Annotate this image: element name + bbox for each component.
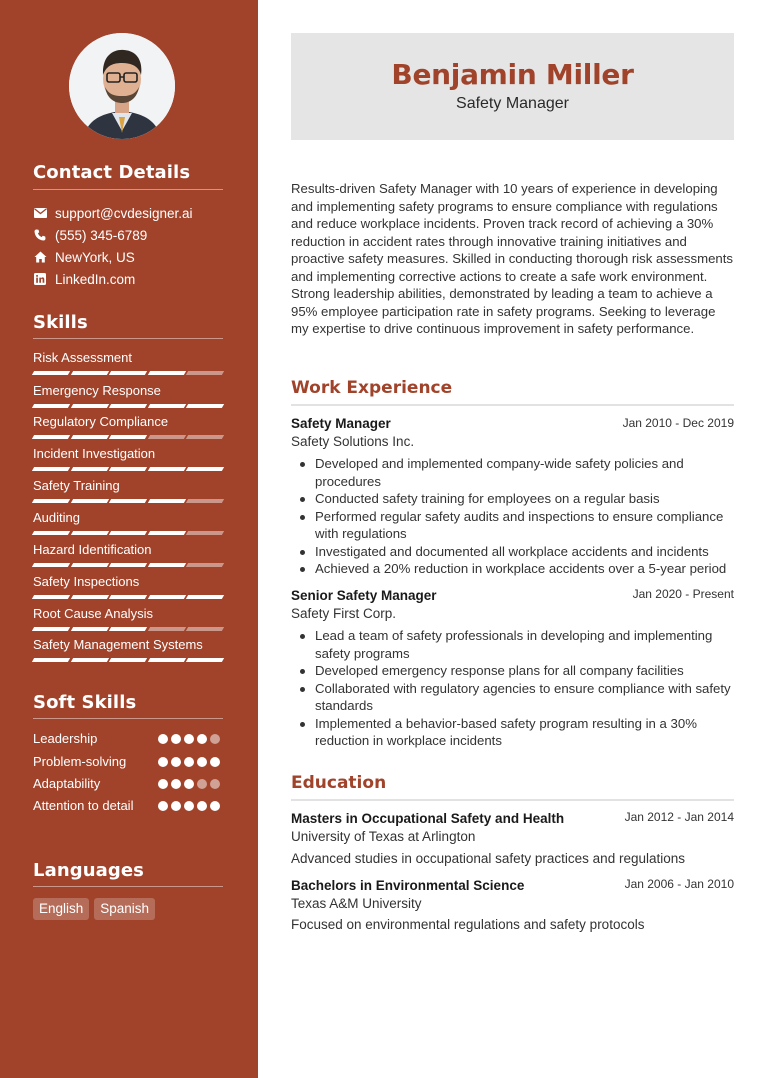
skill-label: Emergency Response [33,383,161,398]
skill-level-segment [109,499,147,503]
skill-level-bar [33,435,223,439]
rating-dot [197,734,207,744]
job-bullet: Collaborated with regulatory agencies to ensure compliance with safety standards [291,680,735,715]
skill-level-segment [32,563,70,567]
skill-level-bar [33,371,223,375]
contact-location [33,248,135,266]
skill-level-segment [32,371,70,375]
rating-dot [184,801,194,811]
skill-item [33,637,223,662]
rating-dot [197,801,207,811]
soft-skill-rating [158,779,220,789]
soft-skill-label: Problem-solving [33,754,127,769]
languages-divider [33,886,223,887]
education-section-title: Education [291,773,387,793]
skill-label: Safety Management Systems [33,637,203,652]
skill-level-segment [148,499,186,503]
skill-level-segment [70,658,108,662]
degree-dates: Jan 2012 - Jan 2014 [624,810,734,824]
skill-level-segment [186,371,224,375]
skill-level-segment [186,499,224,503]
degree-title: Bachelors in Environmental Science [291,878,525,893]
rating-dot [184,779,194,789]
skill-level-segment [32,404,70,408]
rating-dot [158,801,168,811]
skill-level-segment [32,467,70,471]
work-section-title: Work Experience [291,378,453,398]
job-bullet: Developed emergency response plans for all company facilities [291,662,735,680]
profile-summary: Results-driven Safety Manager with 10 years of experience in developing and implementing safety programs to ensure compliance with regulations and reduce workplace incidents. Proven track record of achieving a 30% reduction in accident rates through innovative training initiatives and proactive safety measures. Skilled in conducting thorough risk assessments and implementing corrective actions to create a safe work environment. Strong leadership abilities, demonstrated by leading a team to achieve a 95% employee participation rate in safety programs. Seeking to leverage my expertise to drive continuous improvement in safety performance. [291,181,733,336]
skill-level-segment [109,627,147,631]
rating-dot [197,757,207,767]
skill-level-segment [109,563,147,567]
rating-dot [197,779,207,789]
skill-level-segment [70,499,108,503]
education-divider [291,799,734,801]
skill-level-segment [148,563,186,567]
job-title: Senior Safety Manager [291,588,437,603]
contact-email[interactable] [33,204,193,222]
soft-skill-rating [158,757,220,767]
phone-icon [33,228,47,242]
rating-dot [158,757,168,767]
skill-item [33,478,223,503]
degree-description: Advanced studies in occupational safety practices and regulations [291,851,685,866]
degree-title: Masters in Occupational Safety and Health [291,811,565,826]
skill-level-segment [186,404,224,408]
rating-dot [158,779,168,789]
skill-level-segment [186,658,224,662]
language-tag: English [33,898,89,920]
soft-skill-rating [158,801,220,811]
language-tag: Spanish [94,898,155,920]
soft-skills-divider [33,718,223,719]
skill-item [33,350,223,375]
job-bullet: Investigated and documented all workplace accidents and incidents [291,543,735,561]
languages-list [33,898,155,920]
contact-phone-text: (555) 345-6789 [55,227,148,243]
skill-item [33,414,223,439]
job-bullet: Performed regular safety audits and inspections to ensure compliance with regulations [291,508,735,543]
rating-dot [184,734,194,744]
skill-level-segment [70,435,108,439]
contact-linkedin-text: LinkedIn.com [55,271,136,287]
skill-level-segment [109,658,147,662]
skill-level-segment [186,531,224,535]
skill-level-segment [32,499,70,503]
job-bullet: Developed and implemented company-wide safety policies and procedures [291,455,735,490]
skill-level-segment [70,531,108,535]
rating-dot [210,801,220,811]
rating-dot [171,757,181,767]
job-dates: Jan 2010 - Dec 2019 [622,416,734,430]
skill-level-bar [33,404,223,408]
skill-label: Hazard Identification [33,542,152,557]
contact-phone[interactable] [33,226,147,244]
degree-dates: Jan 2006 - Jan 2010 [624,877,734,891]
rating-dot [171,801,181,811]
skill-level-segment [148,404,186,408]
skill-level-segment [109,595,147,599]
skill-level-segment [32,658,70,662]
job-title: Safety Manager [291,416,391,431]
skills-divider [33,338,223,339]
job-bullet: Lead a team of safety professionals in developing and implementing safety programs [291,627,735,662]
sidebar [0,0,258,1078]
skill-level-segment [70,595,108,599]
skill-label: Regulatory Compliance [33,414,169,429]
job-company: Safety Solutions Inc. [291,434,415,449]
job-bullets [291,455,735,578]
skill-level-segment [186,467,224,471]
skill-item [33,574,223,599]
skill-level-bar [33,658,223,662]
skill-item [33,383,223,408]
skill-level-segment [70,371,108,375]
contact-location-text: NewYork, US [55,249,135,265]
skill-label: Safety Training [33,478,120,493]
job-bullet: Implemented a behavior-based safety program resulting in a 30% reduction in workplace incidents [291,715,735,750]
skill-level-segment [148,658,186,662]
avatar-image [69,33,175,139]
rating-dot [184,757,194,767]
skill-level-bar [33,563,223,567]
skill-level-segment [186,563,224,567]
skill-level-segment [70,467,108,471]
skill-level-bar [33,531,223,535]
skill-level-segment [32,435,70,439]
skills-section-title: Skills [33,312,88,333]
home-icon [33,250,47,264]
candidate-job-title: Safety Manager [456,95,569,112]
skill-level-segment [109,467,147,471]
skill-level-segment [70,627,108,631]
work-divider [291,404,734,406]
degree-description: Focused on environmental regulations and safety protocols [291,917,645,932]
skill-level-segment [148,595,186,599]
soft-skill-rating [158,734,220,744]
linkedin-icon [33,272,47,286]
rating-dot [171,734,181,744]
skill-label: Risk Assessment [33,350,132,365]
languages-section-title: Languages [33,860,144,881]
skill-level-segment [109,531,147,535]
skill-level-bar [33,499,223,503]
skill-item [33,542,223,567]
skill-item [33,606,223,631]
rating-dot [171,779,181,789]
envelope-icon [33,206,47,220]
soft-skills-section-title: Soft Skills [33,692,137,713]
skill-label: Incident Investigation [33,446,156,461]
skill-level-segment [32,627,70,631]
skill-level-segment [32,531,70,535]
rating-dot [210,779,220,789]
skill-label: Root Cause Analysis [33,606,153,621]
job-company: Safety First Corp. [291,606,397,621]
skill-level-segment [109,371,147,375]
skill-level-segment [148,531,186,535]
skill-level-segment [186,627,224,631]
job-bullet: Achieved a 20% reduction in workplace accidents over a 5-year period [291,560,735,578]
soft-skill-label: Adaptability [33,776,101,791]
skill-item [33,446,223,471]
skill-label: Safety Inspections [33,574,140,589]
job-bullets [291,627,735,750]
skill-level-segment [148,467,186,471]
school-name: Texas A&M University [291,896,422,911]
school-name: University of Texas at Arlington [291,829,476,844]
job-bullet: Conducted safety training for employees on a regular basis [291,490,735,508]
skill-level-segment [70,563,108,567]
rating-dot [210,757,220,767]
skill-item [33,510,223,535]
rating-dot [210,734,220,744]
soft-skill-label: Leadership [33,731,98,746]
contact-divider [33,189,223,190]
skill-level-bar [33,595,223,599]
skill-level-segment [32,595,70,599]
skill-level-segment [186,595,224,599]
skill-level-bar [33,467,223,471]
skill-level-segment [148,371,186,375]
skill-level-segment [148,435,186,439]
skill-level-segment [109,404,147,408]
rating-dot [158,734,168,744]
candidate-name: Benjamin Miller [391,58,634,91]
contact-email-text: support@cvdesigner.ai [55,205,193,221]
skill-level-segment [148,627,186,631]
contact-linkedin[interactable] [33,270,135,288]
job-dates: Jan 2020 - Present [632,587,734,601]
name-header [291,33,734,140]
skill-level-segment [186,435,224,439]
contact-section-title: Contact Details [33,162,191,183]
soft-skill-label: Attention to detail [33,798,134,813]
skill-level-segment [70,404,108,408]
profile-photo [69,33,175,139]
skill-level-segment [109,435,147,439]
skill-level-bar [33,627,223,631]
skill-label: Auditing [33,510,80,525]
